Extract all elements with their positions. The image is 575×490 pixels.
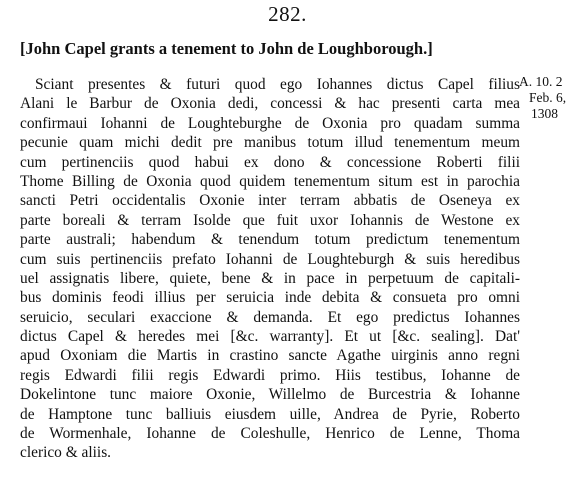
body-line: confirmaui Iohanni de Loughteburghe de Oxonia pro quadam summa (20, 114, 520, 132)
body-line: dictus Capel & heredes mei [&c. warranty]. Et ut [&c. sealing]. Dat' (20, 328, 520, 346)
charter-body (20, 75, 520, 463)
body-line: de Hamptone tunc balliuis eiusdem uille, Andrea de Pyrie, Roberto (20, 405, 520, 423)
body-line: cum pertinenciis quod habui ex dono & concessione Roberti filii (20, 153, 520, 171)
margin-note-date: Feb. 6, (529, 90, 567, 105)
body-line: sancti Petri occidentalis Oxonie inter terram abbatis de Oseneya ex (20, 192, 520, 210)
body-line: clerico & aliis. (20, 444, 112, 462)
body-line: pecunie quam michi dedit pre manibus totum illud tenementum meum (20, 134, 520, 152)
body-line: cum suis pertinenciis prefato Iohanni de Loughteburgh & suis heredibus (20, 250, 520, 268)
body-line: bus dominis feodi illius per seruicia inde debita & consueta pro omni (20, 289, 520, 307)
body-line: Thome Billing de Oxonia quod quidem tenementum situm est in parochia (20, 172, 520, 190)
margin-note (519, 74, 575, 122)
body-line: seruicio, seculari exaccione & demanda. Et ego predictus Iohannes (20, 308, 520, 326)
body-line: Alani le Barbur de Oxonia dedi, concessi & hac presenti carta mea (20, 95, 520, 113)
body-line: Dokelintone tunc maiore Oxonie, Willelmo de Burcestria & Iohanne (20, 386, 520, 404)
body-line: regis Edwardi filii regis Edwardi primo. Hiis testibus, Iohanne de (20, 366, 520, 384)
body-line: apud Oxoniam die Martis in crastino sancte Agathe uirginis anno regni (20, 347, 520, 365)
body-line: de Wormenhale, Iohanne de Coleshulle, Henrico de Lenne, Thoma (20, 425, 520, 443)
body-line: parte australi; habendum & tenendum totum predictum tenementum (20, 231, 520, 249)
page-number: 282. (268, 2, 307, 26)
margin-note-year: 1308 (531, 106, 558, 121)
document-heading: [John Capel grants a tenement to John de Loughborough.] (20, 39, 433, 58)
body-line: uel assignatis libere, quiete, bene & in pace in perpetuum de capitali- (20, 269, 520, 287)
body-line: parte boreali & terram Isolde que fuit uxor Iohannis de Westone ex (20, 211, 520, 229)
margin-note-reference: A. 10. 2 (519, 74, 563, 89)
body-line: Sciant presentes & futuri quod ego Iohannes dictus Capel filius (35, 76, 520, 93)
